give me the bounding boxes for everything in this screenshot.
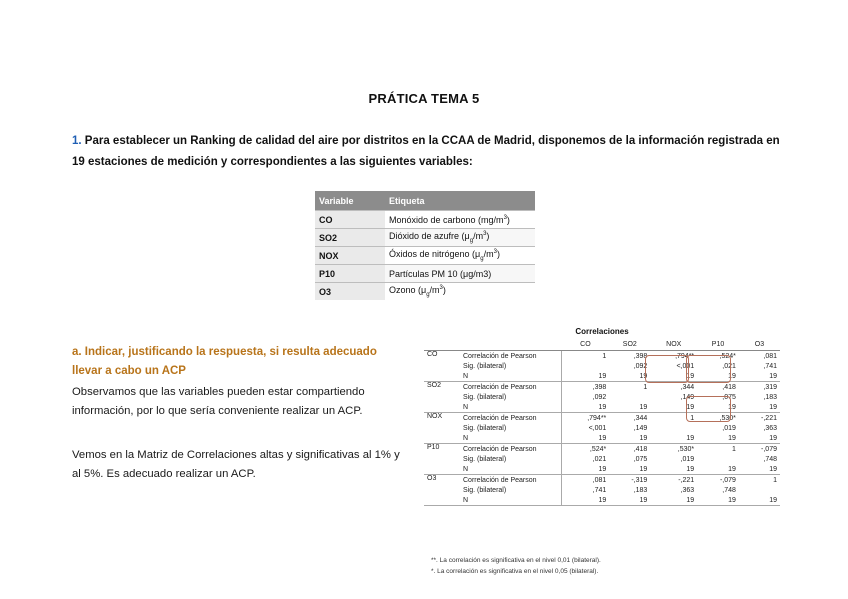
correlation-cell: ,092 [592,393,607,401]
correlation-cell: 19 [650,464,697,475]
group-label [424,485,460,495]
correlation-cell: 19 [739,464,780,475]
correlation-cell: 19 [609,402,650,413]
group-label: SO2 [427,382,442,389]
highlight-box-p10-co [686,355,731,383]
variable-label [385,283,535,301]
label-part-sup: 3 [503,214,507,221]
correlation-cell: 1 [690,414,695,422]
correlation-cell: ,149 [680,393,695,401]
variable-row [315,229,535,247]
label-part-label: Óxidos de nitrógeno (μ [389,249,481,260]
correlation-title: Correlaciones [575,327,629,336]
correlation-cell: ,748 [763,455,777,463]
correlation-cell: ,149 [633,424,648,432]
column-header: CO [562,339,610,351]
correlation-cell: ,794** [675,352,695,360]
correlation-cell: -,079 [719,476,736,484]
group-label [424,495,460,506]
correlation-cell: ,418 [633,445,648,453]
variable-label [385,229,535,247]
correlation-row [424,495,780,506]
stat-label: Sig. (bilateral) [460,392,562,402]
correlation-cell: ,530* [719,414,736,422]
correlation-cell: <,001 [588,424,607,432]
correlation-cell: -,079 [761,445,777,453]
correlation-cell: ,183 [633,486,648,494]
correlation-row [424,454,780,464]
correlation-cell: 19 [562,402,610,413]
correlation-cell: 1 [732,445,736,453]
variable-code: P10 [315,265,385,283]
correlation-cell: ,319 [763,383,777,391]
correlation-cell: ,398 [633,352,648,360]
group-label [424,454,460,464]
correlation-cell: 19 [562,464,610,475]
correlation-row [424,485,780,495]
footnote-1: **. La correlación es significativa en el nivel 0,01 (bilateral). [431,557,601,564]
correlation-cell: ,019 [722,424,736,432]
correlation-row [424,382,780,393]
header-variable: Variable [315,191,385,211]
group-label: P10 [427,444,440,451]
label-part-tail: ) [496,249,500,260]
variable-label [385,247,535,265]
label-part-sup: 3 [439,285,443,292]
label-part-mid: /m [473,231,484,242]
highlight-box-p10-so2 [686,396,731,422]
label-part-sub: g [480,255,484,262]
correlation-cell [650,423,697,433]
corner-cell [424,339,460,351]
label-part-sub: g [469,237,474,244]
variable-code: SO2 [315,229,385,247]
correlation-cell [697,454,739,464]
correlation-row [424,475,780,486]
label-part-label: Monóxido de carbono (mg/m [389,214,504,225]
correlation-cell: 19 [697,433,739,444]
group-label: O3 [427,475,437,482]
correlation-cell: <,001 [676,362,695,370]
correlation-cell: 1 [602,352,607,360]
column-header: O3 [739,339,780,351]
group-label [424,361,460,371]
variable-code: CO [315,211,385,229]
correlation-cell: ,021 [722,362,736,370]
correlation-cell: ,524* [719,352,736,360]
stat-label: Correlación de Pearson [460,382,562,393]
correlation-cell: ,344 [680,383,695,391]
stat-label: Sig. (bilateral) [460,454,562,464]
correlation-cell: 1 [773,476,777,484]
variable-label [385,211,535,229]
correlation-cell: ,418 [722,383,736,391]
correlation-cell [739,485,780,495]
stat-label: N [460,495,562,506]
variable-row [315,265,535,283]
correlation-cell: 19 [609,433,650,444]
label-part-tail: ) [486,231,490,242]
group-label [424,371,460,382]
label-part-mid: /m [483,249,494,260]
correlation-row [424,444,780,455]
correlation-cell: 19 [697,371,739,382]
column-header: SO2 [609,339,650,351]
label-part-tail: ) [442,285,446,296]
correlation-cell: ,344 [633,414,648,422]
variable-row [315,283,535,301]
variable-label [385,265,535,283]
correlation-cell: 19 [562,433,610,444]
correlation-cell: 19 [562,495,610,506]
correlation-cell: 19 [650,402,697,413]
correlation-cell: 19 [609,371,650,382]
correlation-row [424,464,780,475]
correlation-cell: ,092 [633,362,648,370]
answer-paragraph-1: Observamos que las variables pueden estar compartiendo información, por lo que sería conveniente realizar un ACP. [72,386,365,417]
correlation-cell: ,363 [680,486,695,494]
stat-label: Correlación de Pearson [460,475,562,486]
correlation-cell: ,741 [763,362,777,370]
question-1 [72,131,782,173]
question-text: Para establecer un Ranking de calidad del aire por distritos en la CCAA de Madrid, disponemos de la información registrada en 19 estaciones de medición y correspondientes a las siguientes variables: [72,135,780,168]
column-header: NOX [650,339,697,351]
correlation-cell: 19 [697,402,739,413]
correlation-cell: -,319 [631,476,648,484]
question-number: 1. [72,135,82,147]
correlation-row [424,423,780,433]
correlation-cell: 19 [739,371,780,382]
correlation-cell: ,081 [592,476,607,484]
answer-paragraph-2: Vemos en la Matriz de Correlaciones altas y significativas al 1% y al 5%. Es adecuado realizar un ACP. [72,449,400,480]
variable-row [315,247,535,265]
label-part-sub: g [426,291,430,298]
label-part-sup: 3 [493,249,497,256]
label-part-tail: ) [506,214,510,225]
page-title: PRÁTICA TEMA 5 [368,91,480,106]
column-header: P10 [697,339,739,351]
label-part-mid: /m [429,285,440,296]
correlation-cell: 19 [609,464,650,475]
label-part-sup: 3 [483,231,487,238]
correlation-cell: ,081 [763,352,777,360]
correlation-cell: ,530* [677,445,695,453]
group-label [424,392,460,402]
correlation-cell: 19 [650,433,697,444]
stat-label: N [460,464,562,475]
correlation-cell: 1 [643,383,648,391]
correlation-cell [562,361,610,371]
correlation-cell: ,794** [587,414,607,422]
correlation-cell: ,019 [680,455,695,463]
stat-label: Correlación de Pearson [460,351,562,362]
stat-label: Correlación de Pearson [460,413,562,424]
correlation-cell: 19 [739,402,780,413]
correlation-cell: ,398 [592,383,607,391]
correlation-cell: ,363 [763,424,777,432]
correlation-cell: ,075 [633,455,648,463]
group-label [424,433,460,444]
correlation-cell [609,392,650,402]
question-a: a. Indicar, justificando la respuesta, si resulta adecuado llevar a cabo un ACP [72,346,377,377]
group-label [424,464,460,475]
correlation-cell: 19 [739,433,780,444]
correlation-cell: ,183 [763,393,777,401]
correlation-cell: 19 [697,495,739,506]
group-label [424,402,460,413]
stat-label: Sig. (bilateral) [460,361,562,371]
correlation-cell: 19 [609,495,650,506]
stat-label: N [460,371,562,382]
corner-cell [460,339,562,351]
stat-label: Sig. (bilateral) [460,423,562,433]
variable-code: NOX [315,247,385,265]
correlation-cell: 19 [562,371,610,382]
footnote-2: *. La correlación es significativa en el nivel 0,05 (bilateral). [431,568,599,575]
stat-label: Correlación de Pearson [460,444,562,455]
group-label: CO [427,351,438,358]
label-part-label: Partículas PM 10 (μg/m3) [389,268,492,279]
correlation-cell: -,221 [678,476,695,484]
correlation-cell: 19 [650,371,697,382]
correlation-row [424,433,780,444]
correlation-cell: ,748 [722,486,736,494]
correlation-cell: 19 [650,495,697,506]
group-label: NOX [427,413,443,420]
correlation-cell: ,741 [592,486,607,494]
variable-code: O3 [315,283,385,301]
label-part-label: Dióxido de azufre (μ [389,231,470,242]
correlation-cell: ,021 [592,455,607,463]
correlation-cell: ,524* [589,445,607,453]
highlight-box-nox-co [645,355,689,383]
variable-row [315,211,535,229]
stat-label: N [460,402,562,413]
label-part-label: Ozono (μ [389,285,427,296]
correlation-cell: 19 [697,464,739,475]
header-label: Etiqueta [385,191,535,211]
correlation-cell: -,221 [761,414,777,422]
correlation-cell: 19 [739,495,780,506]
variables-table [315,191,535,300]
correlation-cell: ,075 [722,393,736,401]
stat-label: Sig. (bilateral) [460,485,562,495]
stat-label: N [460,433,562,444]
group-label [424,423,460,433]
